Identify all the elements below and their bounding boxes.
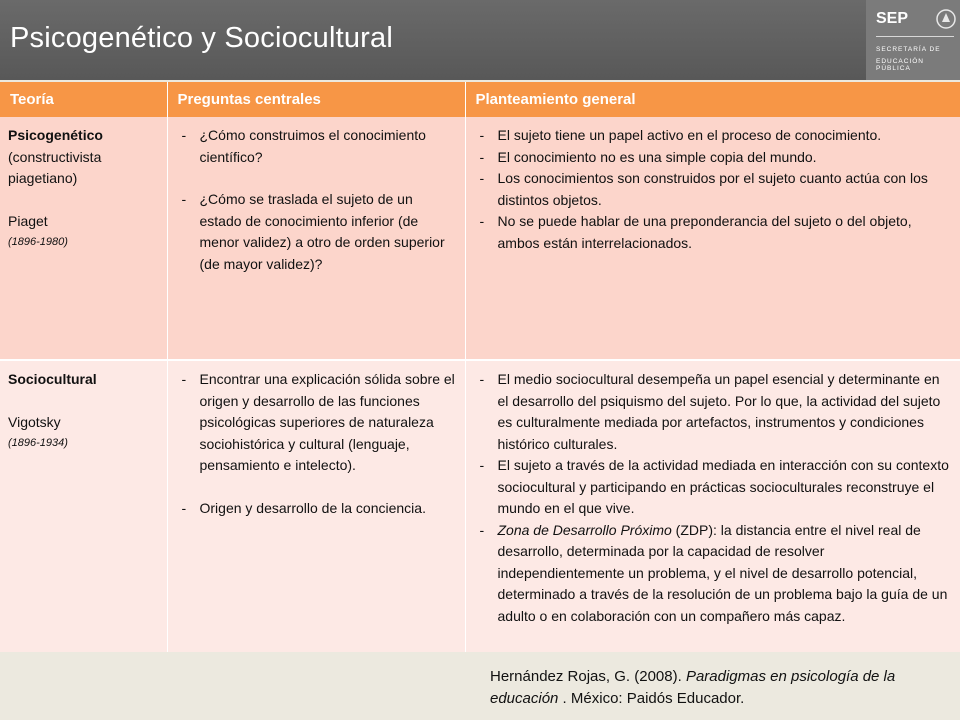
list-item: - Los conocimientos son construidos por el sujeto cuanto actúa con los distintos objetos. bbox=[474, 168, 952, 211]
citation-author: Hernández Rojas, G. (2008). bbox=[490, 668, 686, 685]
questions-list bbox=[176, 125, 457, 275]
table-row bbox=[0, 117, 960, 360]
theory-cell bbox=[0, 117, 167, 360]
theory-author: Piaget bbox=[8, 212, 48, 229]
citation bbox=[490, 666, 940, 710]
theory-name: Sociocultural bbox=[8, 371, 97, 387]
mexico-seal-icon bbox=[936, 7, 956, 31]
sep-logo-line2: EDUCACIÓN PÚBLICA bbox=[876, 58, 925, 72]
questions-cell bbox=[167, 360, 465, 687]
column-header-theory: Teoría bbox=[0, 82, 167, 117]
column-header-questions: Preguntas centrales bbox=[167, 82, 465, 117]
title-bar bbox=[0, 0, 866, 80]
list-item: - El sujeto a través de la actividad mediada en interacción con su contexto sociocultural y participando en prácticas socioculturales reconstruye el mundo en el que vive. bbox=[474, 455, 952, 520]
list-item: - Origen y desarrollo de la conciencia. bbox=[176, 498, 457, 520]
list-item: - No se puede hablar de una preponderancia del sujeto o del objeto, ambos están interrelacionados. bbox=[474, 211, 952, 254]
list-item: - Encontrar una explicación sólida sobre el origen y desarrollo de las funciones psicológicas superiores de naturaleza sociohistórica y cultural (lenguaje, pensamiento e intelecto). bbox=[176, 369, 457, 477]
list-item: - ¿Cómo se traslada el sujeto de un estado de conocimiento inferior (de menor validez) a otro de orden superior (de mayor validez)? bbox=[176, 189, 457, 275]
list-item: - El sujeto tiene un papel activo en el proceso de conocimiento. bbox=[474, 125, 952, 147]
theory-years: (1896-1934) bbox=[8, 437, 68, 449]
theories-table bbox=[0, 82, 960, 687]
general-cell bbox=[465, 360, 960, 687]
theory-cell bbox=[0, 360, 167, 687]
general-list bbox=[474, 125, 952, 254]
page-title: Psicogenético y Sociocultural bbox=[10, 22, 393, 54]
theory-author: Vigotsky bbox=[8, 413, 61, 430]
theory-years: (1896-1980) bbox=[8, 236, 68, 248]
column-header-general: Planteamiento general bbox=[465, 82, 960, 117]
table-header-row bbox=[0, 82, 960, 117]
list-item: - El conocimiento no es una simple copia del mundo. bbox=[474, 147, 952, 169]
list-item: - El medio sociocultural desempeña un papel esencial y determinante en el desarrollo del psiquismo del sujeto. Por lo que, la actividad del sujeto es culturalmente mediada por artefactos, instrumentos y condiciones histórico culturales. bbox=[474, 369, 952, 455]
general-cell bbox=[465, 117, 960, 360]
citation-title: Paradigmas en psicología de la educación bbox=[490, 668, 896, 707]
general-list bbox=[474, 369, 952, 627]
logo-divider bbox=[876, 36, 954, 37]
list-item: - ¿Cómo construimos el conocimiento científico? bbox=[176, 125, 457, 168]
questions-list bbox=[176, 369, 457, 519]
zdp-definition: (ZDP): la distancia entre el nivel real de desarrollo, determinada por la capacidad de resolver independientemente un problema, y el nivel de desarrollo potencial, determinado a través de la resolución de un problema bajo la guía de un adulto o en colaboración con un compañero más capaz. bbox=[497, 521, 948, 624]
theory-name: Psicogenético bbox=[8, 127, 103, 143]
list-item bbox=[474, 520, 952, 628]
table-row bbox=[0, 360, 960, 687]
questions-cell bbox=[167, 117, 465, 360]
sep-logo-brand: SEP bbox=[876, 10, 909, 27]
sep-logo-line1: SECRETARÍA DE bbox=[876, 46, 941, 53]
sep-logo bbox=[866, 0, 960, 80]
citation-publisher: . México: Paidós Educador. bbox=[558, 690, 745, 707]
theory-description: (constructivista piagetiano) bbox=[8, 148, 102, 186]
zdp-term: Zona de Desarrollo Próximo bbox=[497, 521, 672, 538]
